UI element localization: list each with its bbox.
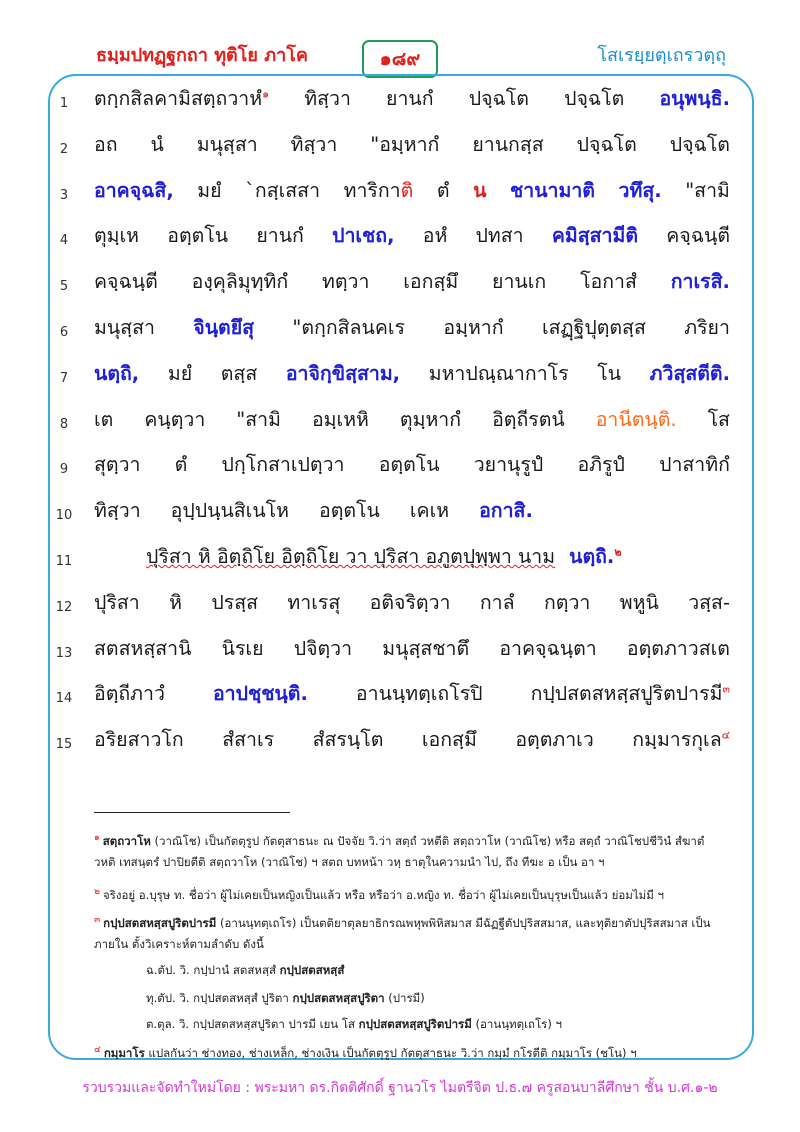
word: มยํ bbox=[167, 361, 193, 385]
word: ชานามาติ bbox=[510, 178, 595, 202]
word: อนุพนฺธิ. bbox=[659, 87, 730, 110]
word: นํ bbox=[150, 132, 164, 156]
word: อิตฺถีภาวํ bbox=[94, 682, 165, 706]
text-line bbox=[94, 219, 730, 251]
word: ปรสฺส bbox=[211, 590, 258, 614]
word: อถ bbox=[94, 132, 118, 156]
word: ปุริสา หิ อิตฺถิโย อิตฺถิโย วา ปุริสา อภูตปุพฺพา นาม bbox=[146, 545, 556, 568]
line-number: 4 bbox=[59, 233, 69, 249]
text-line bbox=[94, 265, 730, 297]
word: น bbox=[473, 178, 487, 202]
word: อานีตนฺติ. bbox=[595, 407, 677, 431]
footnote-3-analysis-2 bbox=[146, 990, 425, 1008]
word: อตฺตภาวสเต bbox=[626, 636, 730, 660]
word: ทาริกาติ bbox=[343, 178, 414, 202]
footnote-2 bbox=[94, 882, 728, 906]
word: ตํ bbox=[436, 178, 450, 202]
line-number: 7 bbox=[59, 370, 69, 386]
word: เอกสฺมึ bbox=[421, 728, 477, 752]
footnote-4-text: แปลกันว่า ช่างทอง, ช่างเหล็ก, ช่างเงิน เป็นกัตตุรูป กัตตุสาธนะ วิ.ว่า กมฺมํ กโรตีติ กมฺมาโร (ชโน) ฯ bbox=[144, 1045, 637, 1060]
word: ยานเก bbox=[492, 270, 547, 294]
text-line bbox=[94, 448, 730, 480]
word: อมฺเหหิ bbox=[311, 407, 369, 431]
text-line bbox=[94, 723, 730, 755]
footnote-4-mark: ๔ bbox=[94, 1045, 101, 1055]
word: อริยสาวโก bbox=[94, 728, 184, 752]
word: ภวิสฺสตีติ. bbox=[649, 361, 730, 385]
word: สุตฺวา bbox=[94, 453, 141, 477]
word: พหูนิ bbox=[619, 590, 659, 614]
word: ยานกํ bbox=[386, 87, 434, 110]
word: "อมฺหากํ bbox=[370, 132, 440, 156]
word: มยํ bbox=[197, 178, 222, 202]
word: อมฺหากํ bbox=[443, 316, 504, 339]
word: อตฺตโน bbox=[167, 224, 229, 248]
line-number: 9 bbox=[59, 462, 69, 478]
footnote-3 bbox=[94, 910, 728, 955]
word: ทิสฺวา bbox=[304, 87, 351, 110]
word: มหาปณฺณากาโร bbox=[428, 361, 569, 385]
word: ยานกํ bbox=[256, 224, 304, 248]
word: `กสฺเสสา bbox=[245, 178, 321, 202]
word: กาเรสิ. bbox=[670, 270, 730, 294]
line-number: 12 bbox=[55, 599, 73, 615]
word: คมิสฺสามีติ bbox=[551, 224, 639, 248]
word: คจฺฉนฺตี bbox=[666, 224, 730, 248]
word: ปจฺฉโต bbox=[669, 132, 730, 156]
footnote-4 bbox=[94, 1040, 728, 1064]
footnote-1 bbox=[94, 828, 728, 873]
word: ปาเชถ, bbox=[332, 224, 395, 248]
word: เอกสฺมึ bbox=[403, 270, 459, 294]
footnote-2-text: จริงอยู่ อ.บุรุษ ท. ชื่อว่า ผู้ไม่เคยเป็นหญิงเป็นแล้ว หรือ หรือว่า อ.หญิง ท. ชื่อว่า ผู้ไม่เคยเป็นบุรุษเป็นแล้ว ย่อมไม่มี ฯ bbox=[102, 887, 664, 902]
text-line bbox=[94, 403, 730, 435]
footnote-3-analysis-1 bbox=[146, 962, 344, 980]
word: อานนฺทตฺเถโรปิ bbox=[355, 682, 483, 706]
line-number: 11 bbox=[55, 554, 73, 569]
analysis-text: ทุ.ตัป. วิ. กปฺปสตสหสฺสํ ปูริตา bbox=[146, 991, 293, 1005]
text-line bbox=[94, 82, 730, 114]
word: อตฺตโน bbox=[378, 453, 440, 477]
word: นตฺถิ, bbox=[94, 361, 140, 385]
word: อุปฺปนฺนสิเนโห bbox=[170, 499, 290, 523]
line-number: 1 bbox=[59, 96, 69, 111]
word: อกาสิ. bbox=[479, 499, 533, 523]
word: อาปชฺชนฺติ. bbox=[212, 682, 308, 706]
analysis-term: กปฺปสตสหสฺสํ bbox=[279, 963, 345, 977]
word: ตํ bbox=[174, 453, 188, 477]
word: มนุสฺสชาตึ bbox=[382, 636, 470, 660]
book-title: ธมฺมปทฏฺฐกถา ทุติโย ภาโค bbox=[96, 45, 308, 66]
word: เคเห bbox=[409, 499, 450, 523]
page-number: ๑๘๙ bbox=[362, 40, 438, 78]
word: อภิรูปํ bbox=[577, 453, 625, 477]
word: อตฺตโน bbox=[319, 499, 380, 523]
analysis-after: (อานนฺทตฺเถโร) ฯ bbox=[471, 1017, 562, 1031]
word: "สามิ bbox=[685, 178, 730, 202]
footnote-3-term: กปฺปสตสหสฺสปูริตปารมี bbox=[103, 915, 217, 930]
footnote-ref: ๓ bbox=[722, 682, 730, 696]
footnote-separator bbox=[94, 812, 290, 813]
analysis-after: (ปารมี) bbox=[384, 991, 425, 1005]
word: กตฺวา bbox=[543, 590, 591, 614]
footnote-4-term: กมฺมาโร bbox=[103, 1045, 145, 1060]
analysis-term: กปฺปสตสหสฺสปูริตา bbox=[292, 991, 385, 1005]
word: กปฺปสตสหสฺสปูริตปารมี$^๓$ bbox=[530, 682, 730, 706]
line-number: 15 bbox=[55, 737, 73, 753]
word: ยานกสฺส bbox=[472, 132, 544, 156]
footnote-ref: ๑ bbox=[262, 87, 270, 101]
word: สํสรนฺโต bbox=[312, 728, 384, 752]
word: ตุมฺหากํ bbox=[399, 407, 462, 431]
word: กาลํ bbox=[479, 590, 515, 614]
footnote-3-text: (อานนฺทตฺเถโร) เป็นตติยาตุลยาธิกรณพหุพพิหิสมาส มีฉัฏฐีตัปปุริสสมาส, และทุติยาตัปปุริสสมาส เป็นภายใน ตั้งวิเคราะห์ตามลำดับ ดังนี้ bbox=[94, 915, 711, 951]
line-number: 8 bbox=[59, 416, 69, 432]
text-line bbox=[94, 311, 730, 343]
word: วยานุรูปํ bbox=[473, 453, 544, 477]
word: อหํ bbox=[422, 224, 448, 248]
word: ตกฺกสิลคามิสตฺถวาหํ$^๑$ bbox=[94, 87, 270, 110]
line-number: 6 bbox=[59, 325, 69, 340]
word: โน bbox=[597, 361, 622, 385]
analysis-term: กปฺปสตสหสฺสปูริตปารมี bbox=[358, 1017, 472, 1031]
word: ตุมฺเห bbox=[94, 224, 140, 248]
word: โอกาสํ bbox=[580, 270, 637, 294]
footnote-3-analysis-3 bbox=[146, 1016, 562, 1034]
word: ทิสฺวา bbox=[94, 499, 141, 523]
word: สํสาเร bbox=[222, 728, 275, 752]
footnote-1-text: (วาณิโช) เป็นกัตตุรูป กัตตุสาธนะ ณ ปัจจัย วิ.ว่า สตฺถํ วหตีติ สตฺถวาโห (วาณิโช) หรือ สตฺถํ วาณิโชปชีวินํ สํฆาตํ วหติ เทสนฺตรํ ปาปิยตีติ สตฺถวาโห (วาณิโช) ฯ สตถ บทหน้า วหฺ ธาตุในความนำ ไป, ถึง ทีฆะ อ เป็น อา ฯ bbox=[94, 833, 705, 869]
text-line bbox=[94, 174, 730, 206]
word: นตฺถิ.$^๒$ bbox=[569, 545, 622, 568]
word: ปาสาทิกํ bbox=[659, 453, 730, 477]
line-number: 10 bbox=[55, 508, 73, 524]
word: ปจฺฉโต bbox=[576, 132, 637, 156]
word: ภริยา bbox=[684, 316, 730, 339]
word: ปจฺฉโต bbox=[468, 87, 529, 110]
line-number: 3 bbox=[59, 187, 69, 203]
line-number: 5 bbox=[59, 279, 69, 295]
text-line bbox=[94, 677, 730, 709]
word: ปจฺฉโต bbox=[564, 87, 625, 110]
word: "ตกฺกสิลนคเร bbox=[292, 316, 406, 339]
word: เต bbox=[94, 407, 114, 431]
word: อาคจฺฉนฺตา bbox=[499, 636, 597, 660]
word: หิ bbox=[169, 590, 182, 614]
word: โส bbox=[707, 407, 730, 431]
word: ทาเรสุ bbox=[287, 590, 341, 614]
word: วทึสุ. bbox=[618, 178, 662, 202]
page-footer: รวบรวมและจัดทำใหม่โดย : พระมหา ดร.กิตติศักดิ์ ฐานวโร ไมตรีจิต ป.ธ.๗ ครูสอนบาลีศึกษา ชั้น บ.ศ.๑-๒ bbox=[82, 1080, 718, 1096]
word: ตสฺส bbox=[220, 361, 258, 385]
word: สตสหสฺสานิ bbox=[94, 636, 192, 660]
analysis-text: ต.ตุล. วิ. กปฺปสตสหสฺสปูริตา ปารมี เยน โส bbox=[146, 1017, 359, 1031]
line-number: 2 bbox=[59, 141, 69, 157]
word: คนฺตฺวา bbox=[144, 407, 206, 431]
word: ทตฺวา bbox=[322, 270, 370, 294]
word: วสฺส- bbox=[688, 590, 730, 614]
word: ปกฺโกสาเปตฺวา bbox=[221, 453, 345, 477]
word: คจฺฉนฺตี bbox=[94, 270, 158, 294]
word: "สามิ bbox=[236, 407, 281, 431]
footnote-1-mark: ๑ bbox=[94, 833, 100, 843]
word: มนุสฺสา bbox=[196, 132, 258, 156]
word: ทิสฺวา bbox=[290, 132, 338, 156]
word: อาคจฺฉสิ, bbox=[94, 178, 174, 202]
word: ปจิตฺวา bbox=[293, 636, 353, 660]
word: อติจริตฺวา bbox=[369, 590, 451, 614]
footnote-2-mark: ๒ bbox=[94, 887, 100, 897]
word: ปทสา bbox=[475, 224, 524, 248]
text-line bbox=[94, 494, 730, 526]
text-line bbox=[94, 357, 730, 389]
word: อตฺตภาเว bbox=[515, 728, 594, 752]
story-title: โสเรยฺยตฺเถรวตฺถุ bbox=[597, 45, 726, 66]
line-number: 14 bbox=[55, 691, 73, 707]
word: อาจิกฺขิสฺสาม, bbox=[285, 361, 401, 385]
word: จินฺตยึสุ bbox=[193, 316, 255, 339]
footnote-1-term: สตฺถวาโห bbox=[102, 833, 151, 848]
word: องฺคุลิมุทฺทิกํ bbox=[191, 270, 289, 294]
text-line bbox=[94, 632, 730, 664]
text-line bbox=[94, 540, 730, 572]
line-number: 13 bbox=[55, 645, 73, 661]
word: อิตฺถีรตนํ bbox=[492, 407, 565, 431]
word: มนุสฺสา bbox=[94, 316, 155, 339]
footnote-ref: ๒ bbox=[614, 545, 622, 559]
word: ปุริสา bbox=[94, 590, 140, 614]
analysis-text: ฉ.ตัป. วิ. กปฺปานํ สตสหสฺสํ bbox=[146, 963, 280, 977]
word: นิรเย bbox=[221, 636, 264, 660]
word: เสฏฺฐิปุตฺตสฺส bbox=[541, 316, 646, 339]
word: กมฺมารกุเล$^๔$ bbox=[632, 728, 730, 752]
text-line bbox=[94, 128, 730, 160]
text-line bbox=[94, 586, 730, 618]
footnote-3-mark: ๓ bbox=[94, 915, 101, 925]
footnote-ref: ๔ bbox=[721, 728, 730, 742]
